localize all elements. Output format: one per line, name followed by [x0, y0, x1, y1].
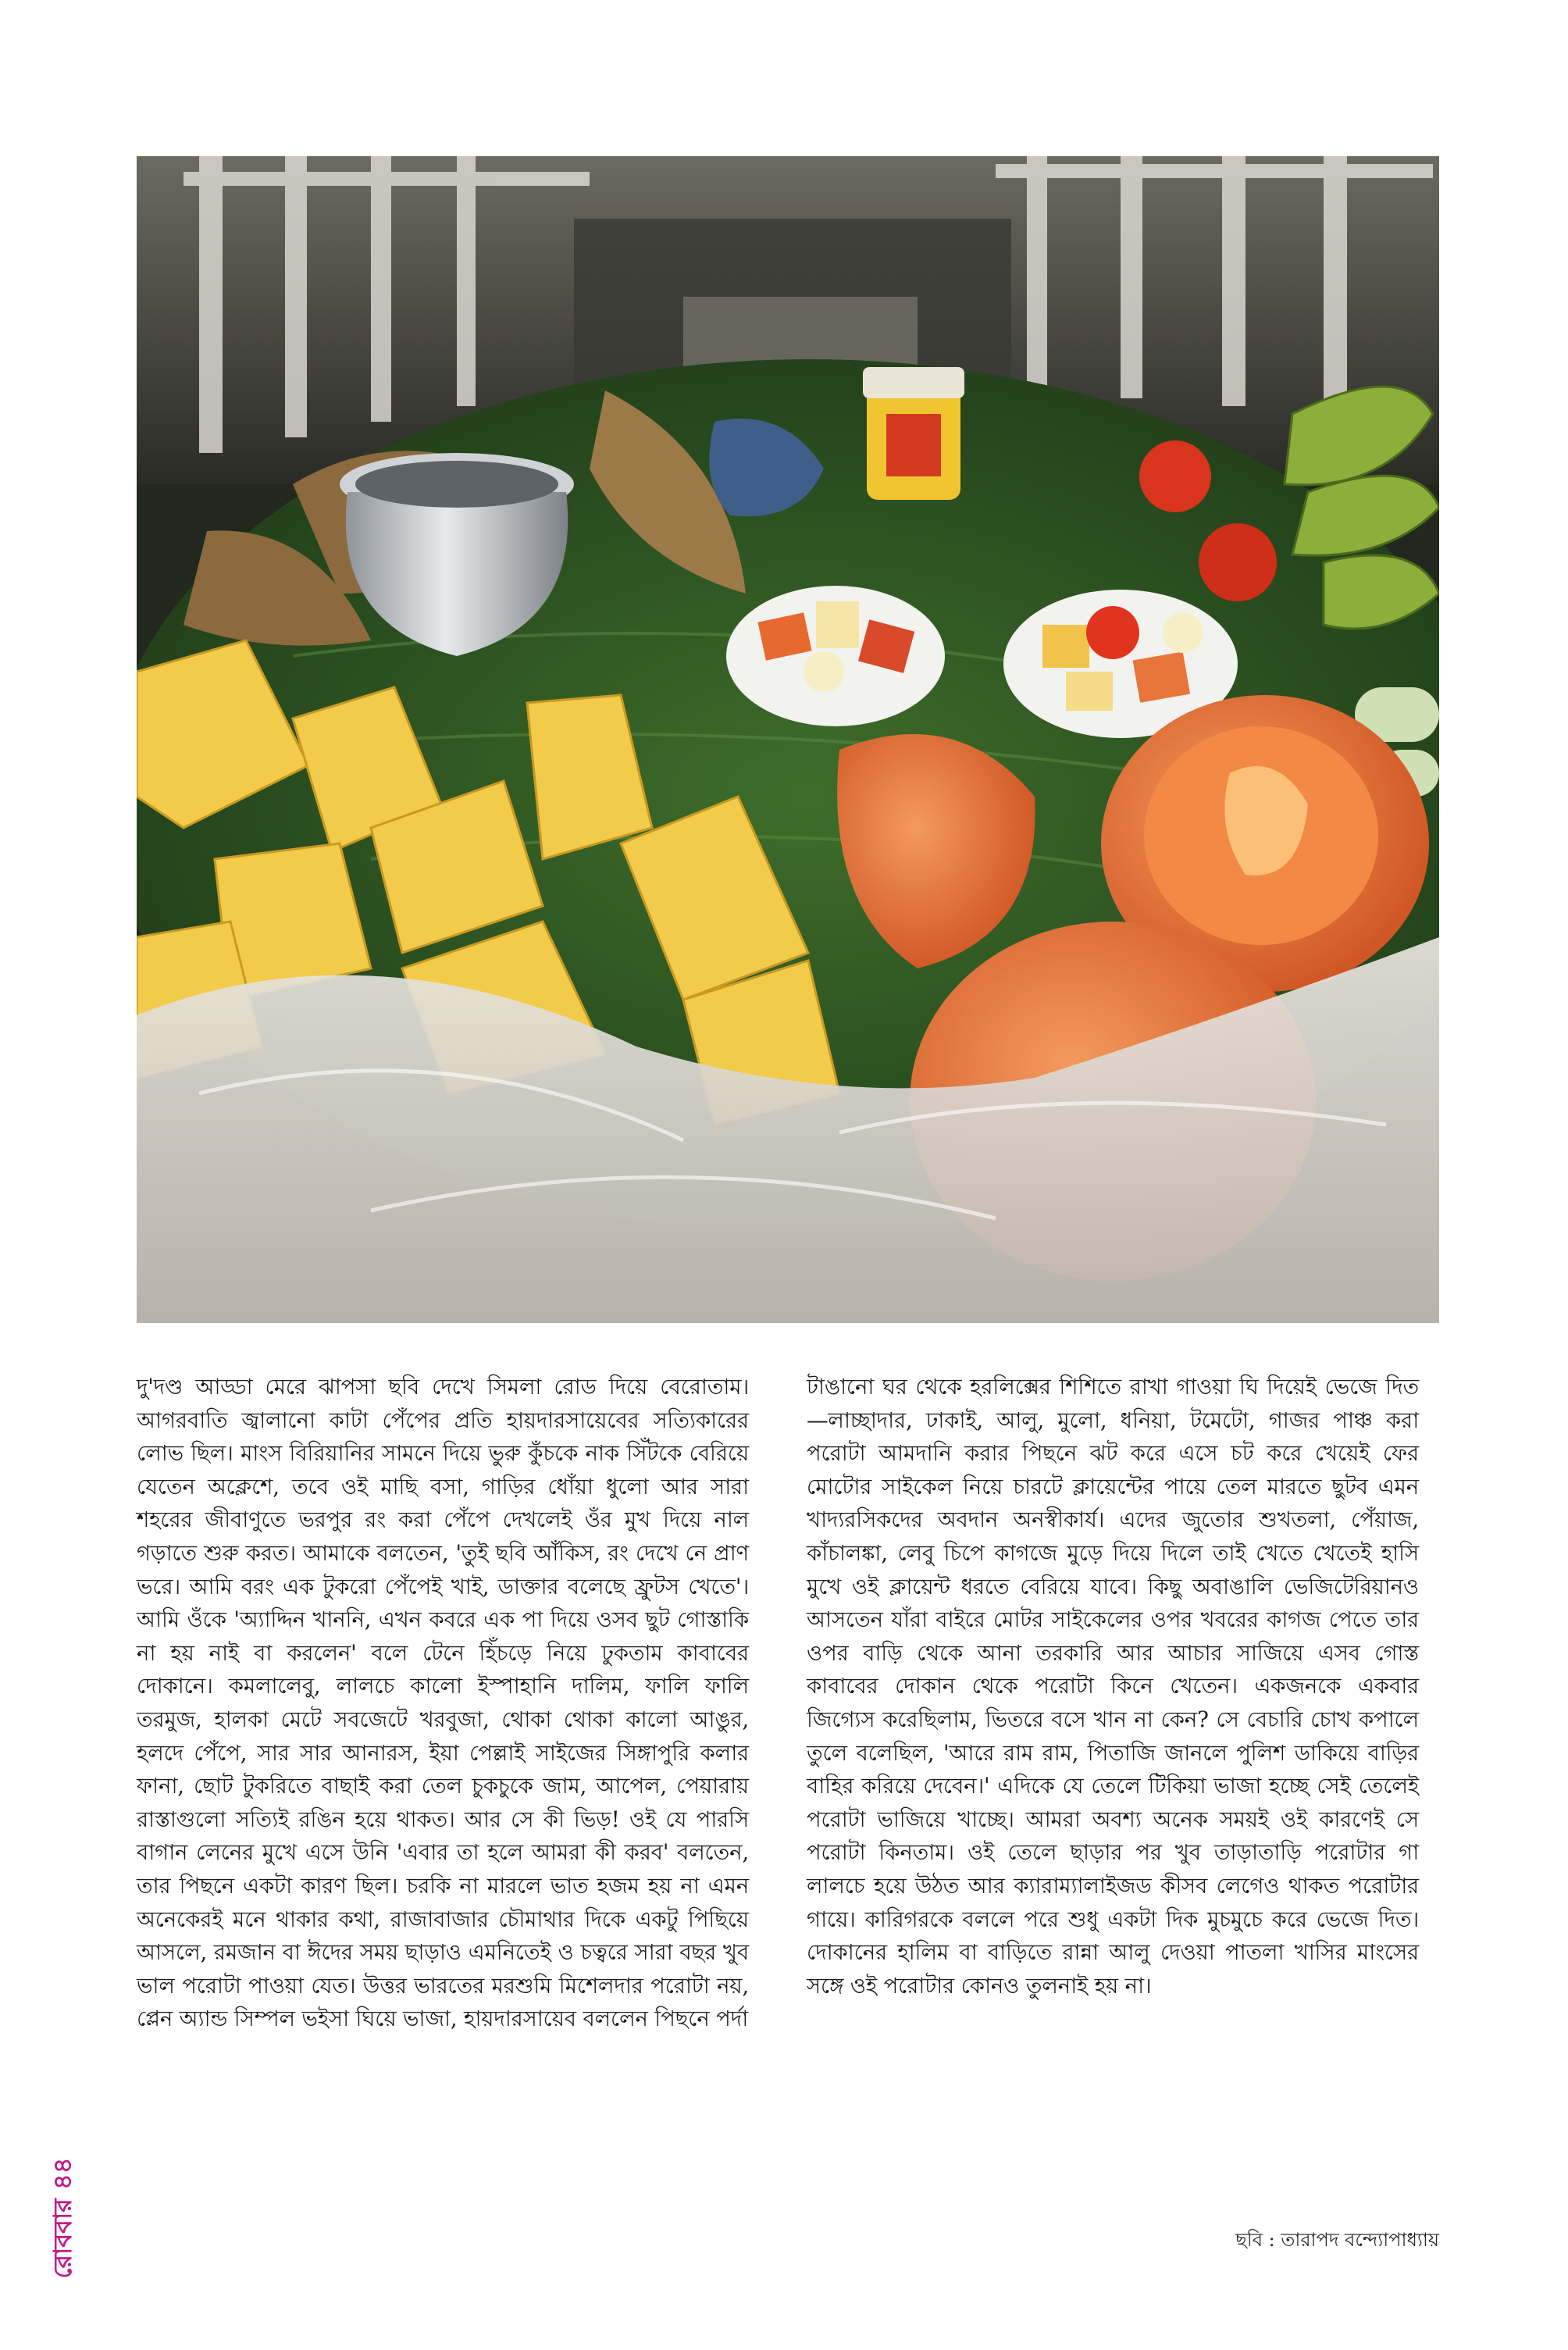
folio-label: রোববার ৪৪	[48, 2157, 77, 2279]
article-column-left	[137, 1371, 749, 2036]
page-folio	[48, 2101, 80, 2335]
article-paragraph: টাঙানো ঘর থেকে হরলিক্সের শিশিতে রাখা গাওয়া ঘি দিয়েই ভেজে দিত—লাচ্ছাদার, ঢাকাই, আলু, মুলো, ধনিয়া, টমেটো, গাজর পাঞ্চ করা পরোটা আমদানি করার পিছনে ঝট করে এসে চট করে খেয়েই ফের মোটোর সাইকেল নিয়ে চারটে ক্লায়েন্টের পায়ে তেল মারতে ছুটব এমন খাদ্যরসিকদের অবদান অনস্বীকার্য। এদের জুতোর শুখতলা, পেঁয়াজ, কাঁচালঙ্কা, লেবু চিপে কাগজে মুড়ে দিয়ে দিলে তাই খেতে খেতেই হাসি মুখে ওই ক্লায়েন্ট ধরতে বেরিয়ে যাবে। কিছু অবাঙালি ভেজিটেরিয়ানও আসতেন যাঁরা বাইরে মোটর সাইকেলের ওপর খবরের কাগজ পেতে তার ওপর বাড়ি থেকে আনা তরকারি আর আচার সাজিয়ে এসব গোস্ত কাবাবের দোকান থেকে পরোটা কিনে খেতেন। একজনকে একবার জিগ্যেস করেছিলাম, ভিতরে বসে খান না কেন? সে বেচারি চোখ কপালে তুলে বলেছিল, 'আরে রাম রাম, পিতাজি জানলে পুলিশ ডাকিয়ে বাড়ির বাহির করিয়ে দেবেন।' এদিকে যে তেলে টিকিয়া ভাজা হচ্ছে সেই তেলেই পরোটা ভাজিয়ে খাচ্ছে। আমরা অবশ্য অনেক সময়ই ওই কারণেই সে পরোটা কিনতাম। ওই তেলে ছাড়ার পর খুব তাড়াতাড়ি পরোটার গা লালচে হয়ে উঠত আর ক্যারাম্যালাইজড কীসব লেগেও থাকত পরোটার গায়ে। কারিগরকে বললে পরে শুধু একটা দিক মুচমুচে করে ভেজে দিত। দোকানের হালিম বা বাড়িতে রান্না আলু দেওয়া পাতলা খাসির মাংসের সঙ্গে ওই পরোটার কোনও তুলনাই হয় না।	[807, 1374, 1419, 1999]
photo-credit: ছবি : তারাপদ বন্দ্যোপাধ্যায়	[1235, 2229, 1439, 2251]
fruit-stall-photo	[137, 156, 1439, 1323]
article-paragraph: দু'দণ্ড আড্ডা মেরে ঝাপসা ছবি দেখে সিমলা রোড দিয়ে বেরোতাম। আগরবাতি জ্বালানো কাটা পেঁপের প্রতি হায়দারসায়েবের সত্যিকারের লোভ ছিল। মাংস বিরিয়ানির সামনে দিয়ে ভুরু কুঁচকে নাক সিঁটকে বেরিয়ে যেতেন অক্লেশে, তবে ওই মাছি বসা, গাড়ির ধোঁয়া ধুলো আর সারা শহরের জীবাণুতে ভরপুর রং করা পেঁপে দেখলেই ওঁর মুখ দিয়ে নাল গড়াতে শুরু করত। আমাকে বলতেন, 'তুই ছবি আঁকিস, রং দেখে নে প্রাণ ভরে। আমি বরং এক টুকরো পেঁপেই খাই, ডাক্তার বলেছে ফ্রুটস খেতে'। আমি ওঁকে 'অ্যাদ্দিন খাননি, এখন কবরে এক পা দিয়ে ওসব ছুট গোস্তাকি না হয় নাই বা করলেন' বলে টেনে হিঁচড়ে নিয়ে ঢুকতাম কাবাবের দোকানে। কমলালেবু, লালচে কালো ইস্পাহানি দালিম, ফালি ফালি তরমুজ, হালকা মেটে সবজেটে খরবুজা, থোকা থোকা কালো আঙুর, হলদে পেঁপে, সার সার আনারস, ইয়া পেল্লাই সাইজের সিঙ্গাপুরি কলার ফানা, ছোট টুকরিতে বাছাই করা তেল চুকচুকে জাম, আপেল, পেয়ারায় রাস্তাগুলো সত্যিই রঙিন হয়ে থাকত। আর সে কী ভিড়! ওই যে পারসি বাগান লেনের মুখে এসে উনি 'এবার তা হলে আমরা কী করব' বলতেন, তার পিছনে একটা কারণ ছিল। চরকি না মারলে ভাত হজম হয় না এমন অনেকেরই মনে থাকার কথা, রাজাবাজার চৌমাথার দিকে একটু পিছিয়ে আসলে, রমজান বা ঈদের সময় ছাড়াও এমনিতেই ও চত্বরে সারা বছর খুব ভাল পরোটা পাওয়া যেত। উত্তর ভারতের মরশুমি মিশেলদার পরোটা নয়, প্লেন অ্যান্ড সিম্পল ভইসা ঘিয়ে ভাজা, হায়দারসায়েব বললেন পিছনে পর্দা	[137, 1374, 749, 2032]
article-column-right	[807, 1371, 1419, 2002]
